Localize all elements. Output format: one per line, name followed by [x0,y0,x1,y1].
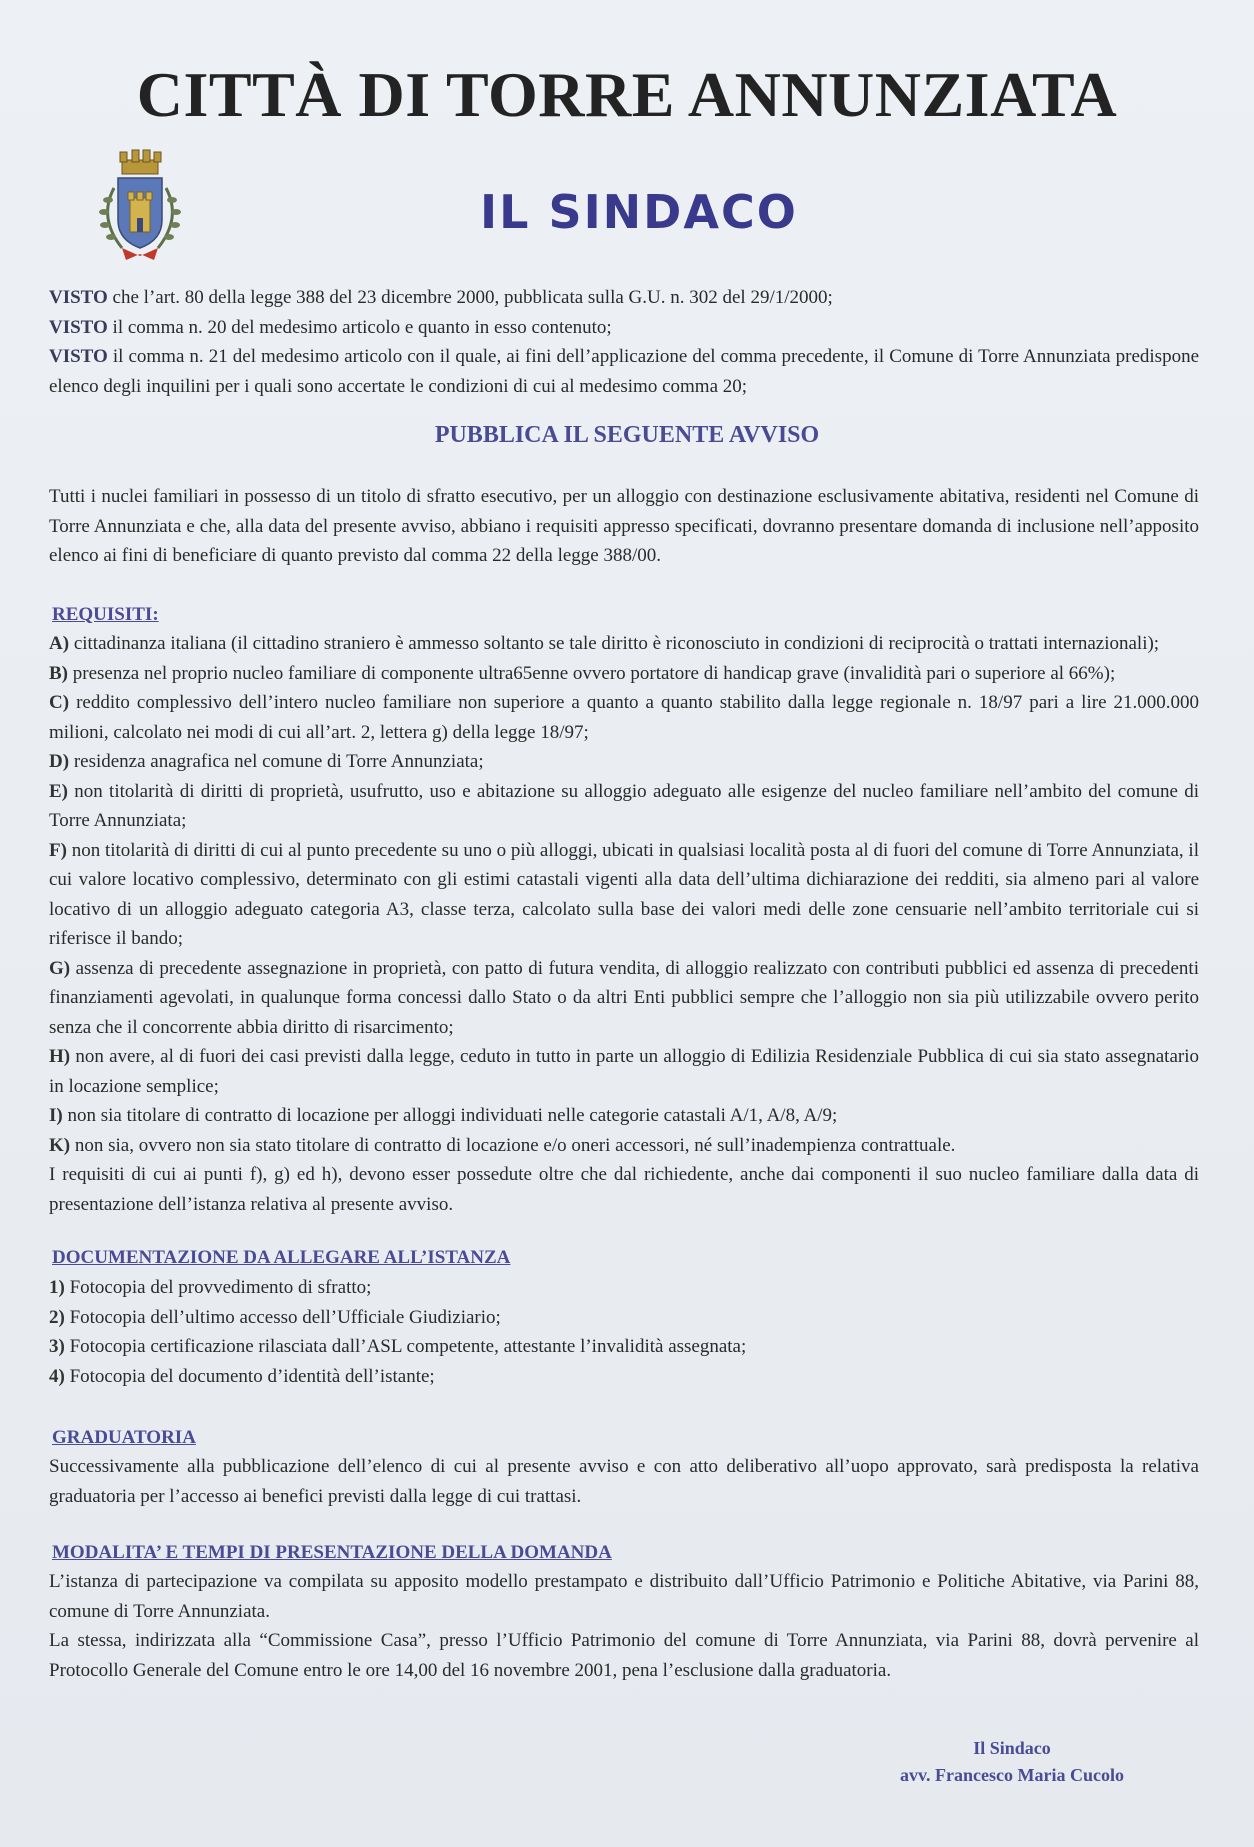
graduatoria-paragraph: Successivamente alla pubblicazione dell’elenco di cui al presente avviso e con atto deliberativo all’uopo approvato, sarà predisposta la relativa graduatoria per l’accesso ai benefici previsti dalla legge di cui trattasi. [49,1456,1199,1507]
signature-role: Il Sindaco [973,1738,1051,1758]
mayor-heading: IL SINDACO [480,185,798,239]
list-item: 3) Fotocopia certificazione rilasciata dall’ASL competente, attestante l’invalidità assegnata; [49,1336,747,1357]
requisiti-heading: REQUISITI: [52,604,159,625]
documentazione-heading: DOCUMENTAZIONE DA ALLEGARE ALL’ISTANZA [52,1247,511,1268]
list-item: E) non titolarità di diritti di proprietà, usufrutto, uso e abitazione su alloggio adeguato alle esigenze del nucleo familiare nell’ambito del comune di Torre Annunziata; [49,780,1199,831]
list-item: 4) Fotocopia del documento d’identità dell’istante; [49,1365,435,1387]
visto-line: VISTO il comma n. 21 del medesimo articolo con il quale, ai fini dell’applicazione del comma precedente, il Comune di Torre Annunziata predispone elenco degli inquilini per i quali sono accertate le condizioni di cui al medesimo comma 20; [49,346,1199,397]
visto-line: VISTO che l’art. 80 della legge 388 del 23 dicembre 2000, pubblicata sulla G.U. n. 302 del 29/1/2000; [49,287,833,308]
list-item: D) residenza anagrafica nel comune di Torre Annunziata; [49,751,484,772]
modalita-heading: MODALITA’ E TEMPI DI PRESENTAZIONE DELLA DOMANDA [52,1542,612,1563]
signature-name: avv. Francesco Maria Cucolo [900,1765,1124,1785]
visto-line: VISTO il comma n. 20 del medesimo articolo e quanto in esso contenuto; [49,316,612,338]
list-item: 2) Fotocopia dell’ultimo accesso dell’Ufficiale Giudiziario; [49,1306,501,1328]
city-crest-icon [92,148,188,266]
list-item: I) non sia titolare di contratto di locazione per alloggi individuati nelle categorie catastali A/1, A/8, A/9; [49,1105,838,1126]
list-item: F) non titolarità di diritti di cui al punto precedente su uno o più alloggi, ubicati in qualsiasi località posta al di fuori del comune di Torre Annunziata, il cui valore locativo complessivo, determinato con gli estimi catastali vigenti alla data dell’ultima dichiarazione dei redditi, sia almeno pari al valore locativo di un alloggio adeguato categoria A3, classe terza, calcolato sulla base dei valori medi delle zone censuarie nell’ambito territoriale cui si riferisce il bando; [49,839,1199,949]
intro-paragraph: Tutti i nuclei familiari in possesso di un titolo di sfratto esecutivo, per un alloggio con destinazione esclusivamente abitativa, residenti nel Comune di Torre Annunziata e che, alla data del presente avviso, abbiano i requisiti appresso specificati, dovranno presentare domanda di inclusione nell’apposito elenco ai fini di beneficiare di quanto previsto dal comma 22 della legge 388/00. [49,486,1199,566]
graduatoria-heading: GRADUATORIA [52,1427,196,1448]
list-item: H) non avere, al di fuori dei casi previsti dalla legge, ceduto in tutto in parte un alloggio di Edilizia Residenziale Pubblica di cui sia stato assegnatario in locazione semplice; [49,1046,1199,1097]
list-item: A) cittadinanza italiana (il cittadino straniero è ammesso soltanto se tale diritto è riconosciuto in condizioni di reciprocità o trattati internazionali); [49,633,1160,654]
pubblica-heading: PUBBLICA IL SEGUENTE AVVISO [434,422,820,448]
list-item: G) assenza di precedente assegnazione in proprietà, con patto di futura vendita, di alloggio realizzato con contributi pubblici ed assenza di precedenti finanziamenti agevolati, in qualunque forma concessi dallo Stato o da altri Enti pubblici sempre che l’alloggio non sia più utilizzabile ovvero perito senza che il concorrente abbia diritto di risarcimento; [49,957,1199,1038]
requisiti-note: I requisiti di cui ai punti f), g) ed h), devono esser possedute oltre che dal richiedente, anche dai componenti il suo nucleo familiare dalla data di presentazione dell’istanza relativa al presente avviso. [49,1164,1199,1215]
modalita-paragraphs: L’istanza di partecipazione va compilata su apposito modello prestampato e distribuito dall’Ufficio Patrimonio e Politiche Abitative, via Parini 88, comune di Torre Annunziata. La stessa, indirizzata alla “Commissione Casa”, presso l’Ufficio Patrimonio del comune di Torre Annunziata, via Parini 88, dovrà pervenire al Protocollo Generale del Comune entro le ore 14,00 del 16 novembre 2001, pena l’esclusione dalla graduatoria. [49,1571,1199,1681]
documentazione-list [49,1273,1199,1391]
requisiti-list [49,629,1199,1219]
list-item: C) reddito complessivo dell’intero nucleo familiare non superiore a quanto a quanto stabilito dalla legge regionale n. 18/97 pari a lire 21.000.000 milioni, calcolato nei modi di cui all’art. 2, lettera g) della legge 18/97; [49,692,1199,743]
signature [900,1735,1124,1789]
list-item: 1) Fotocopia del provvedimento di sfratto; [49,1277,372,1298]
list-item: B) presenza nel proprio nucleo familiare di componente ultra65enne ovvero portatore di handicap grave (invalidità pari o superiore al 66%); [49,662,1116,684]
city-title: CITTÀ DI TORRE ANNUNZIATA [136,59,1118,130]
visto-section [49,283,1199,401]
list-item: K) non sia, ovvero non sia stato titolare di contratto di locazione e/o oneri accessori, né sull’inadempienza contrattuale. [49,1134,956,1156]
